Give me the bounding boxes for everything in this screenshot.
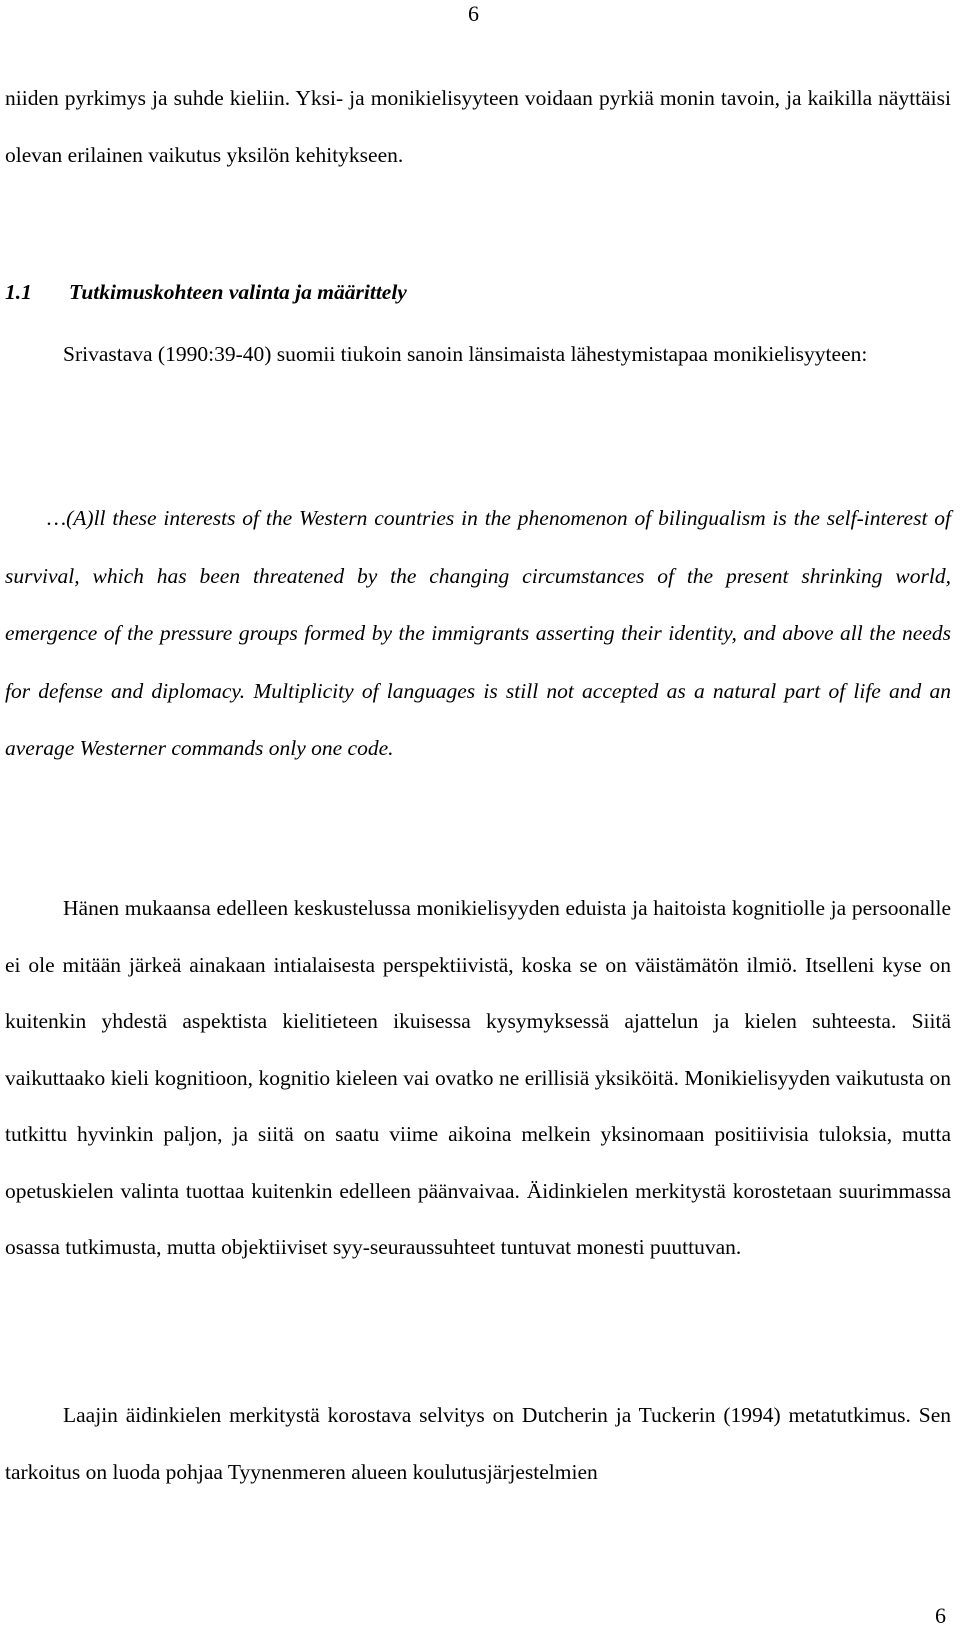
hanen-paragraph: Hänen mukaansa edelleen keskustelussa monikielisyyden eduista ja haitoista kognitiolle ja persoonalle ei ole mitään järkeä ainakaan intialaisesta perspektiivistä, koska se on väistämätön ilmiö. Itselleni kyse on kuitenkin yhdestä aspektista kielitieteen ikuisessa kysymyksessä ajattelun ja kielen suhteesta. Siitä vaikuttaako kieli kognitioon, kognitio kieleen vai ovatko ne erillisiä yksiköitä. Monikielisyyden vaikutusta on tutkittu hyvinkin paljon, ja siitä on saatu viime aikoina melkein yksinomaan positiivisia tuloksia, mutta opetuskielen valinta tuottaa kuitenkin edelleen päänvaivaa. Äidinkielen merkitystä korostetaan suurimmassa osassa tutkimusta, mutta objektiiviset syy-seuraussuhteet tuntuvat monesti puuttuvan. [5,896,951,1259]
section-title: Tutkimuskohteen valinta ja määrittely [69,280,407,304]
srivastava-paragraph: Srivastava (1990:39-40) suomii tiukoin sanoin länsimaista lähestymistapaa monikielisyyteen: [63,342,868,366]
section-heading [5,272,407,312]
section-number: 1.1 [5,280,32,304]
laajin-paragraph: Laajin äidinkielen merkitystä korostava selvitys on Dutcherin ja Tuckerin (1994) metatutkimus. Sen tarkoitus on luoda pohjaa Tyynenmeren alueen koulutusjärjestelmien [5,1403,951,1484]
block-quote: …(A)ll these interests of the Western countries in the phenomenon of bilingualism is the self-interest of survival, which has been threatened by the changing circumstances of the present shrinking world, emergence of the pressure groups formed by the immigrants asserting their identity, and above all the needs for defense and diplomacy. Multiplicity of languages is still not accepted as a natural part of life and an average Westerner commands only one code. [5,506,951,760]
page-number-top: 6 [468,1,479,26]
page-number-bottom: 6 [935,1603,946,1628]
intro-paragraph: niiden pyrkimys ja suhde kieliin. Yksi- ja monikielisyyteen voidaan pyrkiä monin tavoin, ja kaikilla näyttäisi olevan erilainen vaikutus yksilön kehitykseen. [5,86,951,167]
